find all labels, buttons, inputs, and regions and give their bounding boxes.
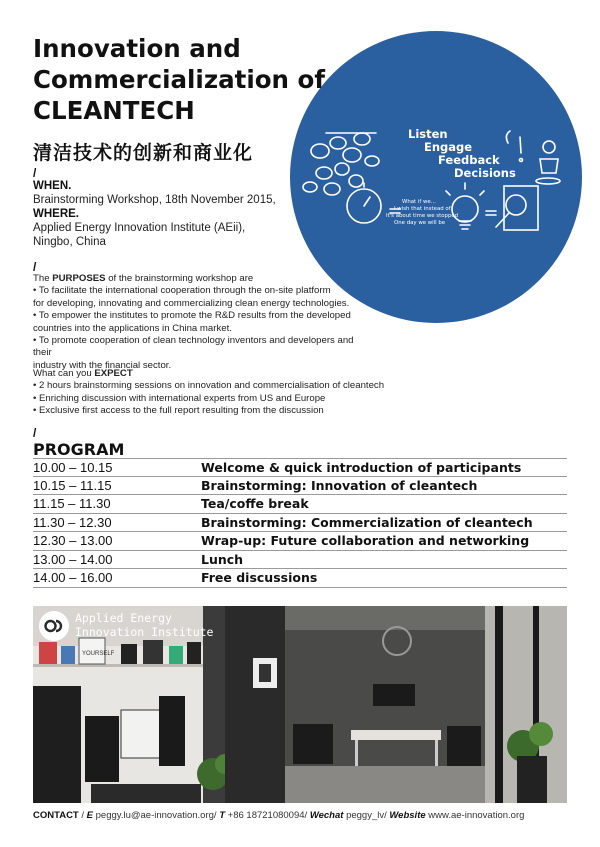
program-row bbox=[33, 495, 567, 514]
purpose-line: countries into the applications in China market. bbox=[33, 322, 232, 334]
poster-text: YOURSELF bbox=[82, 651, 115, 657]
title-line-1: Innovation and bbox=[33, 34, 241, 63]
program-header bbox=[33, 428, 124, 460]
email-link[interactable]: peggy.lu@ae-innovation.org/ bbox=[95, 810, 217, 821]
chinese-title: 清洁技术的创新和商业化 bbox=[33, 142, 254, 164]
section-slash: / bbox=[33, 260, 37, 274]
word-decisions: Decisions bbox=[454, 166, 516, 180]
where-line-1: Applied Energy Innovation Institute (AEii), bbox=[33, 222, 246, 234]
program-time: 10.15 – 11.15 bbox=[33, 477, 112, 493]
program-row bbox=[33, 532, 567, 551]
note-line-3: It's about time we stopped bbox=[386, 213, 459, 219]
purpose-line: for developing, innovating and commercializing clean energy technologies. bbox=[33, 297, 350, 309]
program-activity: Brainstorming: Commercialization of cleantech bbox=[201, 514, 533, 530]
email-label: E bbox=[86, 810, 93, 821]
purpose-line: industry with the financial sector. bbox=[33, 359, 172, 371]
expect-intro-bold: EXPECT bbox=[94, 368, 133, 379]
aeii-logo bbox=[39, 611, 213, 641]
expect-intro bbox=[33, 368, 393, 380]
wechat-id: peggy_lv/ bbox=[346, 810, 387, 821]
aeii-logo-icon bbox=[39, 611, 69, 641]
program-row bbox=[33, 514, 567, 533]
when-label: WHEN. bbox=[33, 180, 72, 192]
program-row bbox=[33, 477, 567, 496]
expect-intro-text: What can you bbox=[33, 368, 95, 379]
program-table bbox=[33, 458, 567, 588]
contact-label: CONTACT bbox=[33, 810, 79, 821]
title-line-3: CLEANTECH bbox=[33, 96, 195, 125]
purposes-intro bbox=[33, 273, 373, 285]
purposes-intro-bold: PURPOSES bbox=[52, 273, 106, 284]
purpose-line: • To promote cooperation of clean technology inventors and developers and their bbox=[33, 335, 354, 359]
purposes-section bbox=[33, 262, 373, 372]
program-time: 11.30 – 12.30 bbox=[33, 514, 112, 530]
when-text: Brainstorming Workshop, 18th November 2015, bbox=[33, 194, 276, 206]
program-activity: Welcome & quick introduction of participants bbox=[201, 459, 522, 475]
program-time: 13.00 – 14.00 bbox=[33, 551, 113, 567]
purpose-line: • To facilitate the international cooperation through the on-site platform bbox=[33, 285, 331, 297]
page-title bbox=[33, 33, 363, 126]
program-time: 12.30 – 13.00 bbox=[33, 533, 113, 549]
phone-number: +86 18721080094/ bbox=[227, 810, 308, 821]
program-row bbox=[33, 569, 567, 588]
program-activity: Brainstorming: Innovation of cleantech bbox=[201, 477, 478, 493]
program-time: 14.00 – 16.00 bbox=[33, 570, 113, 586]
title-line-2: Commercialization of bbox=[33, 65, 326, 94]
purposes-intro-text: The bbox=[33, 273, 53, 284]
word-listen: Listen bbox=[408, 127, 448, 141]
program-time: 11.15 – 11.30 bbox=[33, 496, 111, 512]
program-activity: Lunch bbox=[201, 551, 244, 567]
program-row bbox=[33, 458, 567, 477]
word-engage: Engage bbox=[424, 140, 473, 154]
logo-line-2: Innovation Institute bbox=[75, 625, 214, 639]
expect-item: • Enriching discussion with international experts from US and Europe bbox=[33, 392, 326, 404]
word-feedback: Feedback bbox=[438, 153, 500, 167]
wechat-label: Wechat bbox=[309, 810, 344, 821]
program-time: 10.00 – 10.15 bbox=[33, 459, 113, 475]
expect-item: • 2 hours brainstorming sessions on innovation and commercialisation of cleantech bbox=[33, 380, 385, 392]
where-label: WHERE. bbox=[33, 208, 79, 220]
aeii-logo-text bbox=[75, 611, 213, 639]
program-activity: Tea/coffe break bbox=[201, 496, 309, 512]
purpose-line: • To empower the institutes to promote the R&D results from the developed bbox=[33, 310, 351, 322]
footer-separator: / bbox=[78, 810, 87, 821]
program-title: PROGRAM bbox=[33, 440, 125, 459]
note-line-2: I wish that instead of bbox=[394, 206, 451, 212]
expect-item: • Exclusive first access to the full report resulting from the discussion bbox=[33, 405, 324, 417]
event-details bbox=[33, 168, 293, 249]
expect-section bbox=[33, 368, 393, 418]
note-line-4: One day we will be bbox=[394, 220, 446, 226]
website-link[interactable]: www.ae-innovation.org bbox=[428, 810, 525, 821]
office-photo bbox=[33, 606, 567, 803]
where-line-2: Ningbo, China bbox=[33, 236, 106, 248]
program-row bbox=[33, 551, 567, 570]
contact-footer bbox=[33, 810, 573, 821]
program-activity: Wrap-up: Future collaboration and networking bbox=[201, 533, 530, 549]
program-activity: Free discussions bbox=[201, 570, 318, 586]
note-line-1: What if we... bbox=[402, 199, 436, 205]
purposes-intro-rest: of the brainstorming workshop are bbox=[105, 273, 254, 284]
phone-label: T bbox=[219, 810, 226, 821]
section-slash: / bbox=[33, 166, 37, 180]
logo-line-1: Applied Energy bbox=[75, 611, 172, 625]
website-label: Website bbox=[389, 810, 426, 821]
section-slash: / bbox=[33, 426, 37, 440]
